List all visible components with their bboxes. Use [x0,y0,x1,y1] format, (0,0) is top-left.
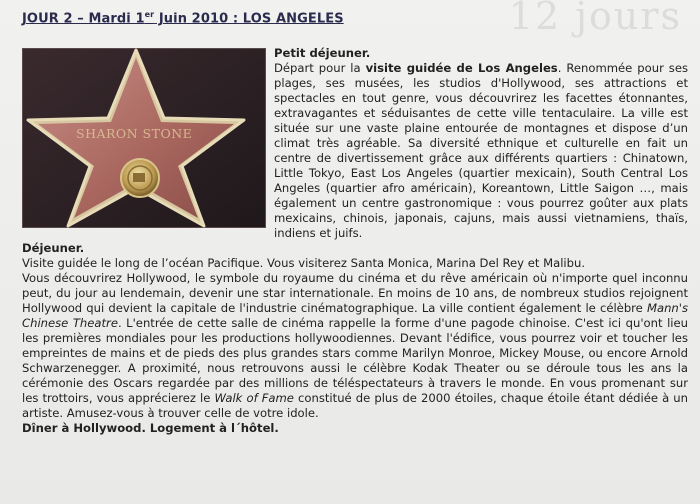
page-title [22,10,344,26]
itinerary-text [22,46,688,436]
highlight-guided-tour: visite guidée de Los Angeles [365,61,558,75]
mann-chinese-theatre-text: Mann's Chinese Theatre [22,301,688,330]
title-text-end: Juin 2010 : LOS ANGELES [154,11,344,27]
title-text: JOUR 2 – Mardi 1 [22,11,145,27]
paragraph-pacific: Visite guidée le long de l’océan Pacifique. Vous visiterez Santa Monica, Marina Del Rey et Malibu. [22,256,586,270]
star-name-text: SHARON STONE [76,126,193,141]
paragraph-hollywood: Vous découvrirez Hollywood, le symbole du royaume du cinéma et du rêve américain où n'importe quel inconnu peut, du jour au lendemain, devenir une star internationale. En moins de 10 ans, de nombreux studios rejoignent Hollywood qui devient la capitale de l'industrie cinématographique. La ville contient également le célèbre Mann's Chinese Theatre. L'entrée de cette salle de cinéma rappelle la forme d'une pagode chinoise. C'est ici qu'ont lieu les premières mondiales pour les productions hollywoodiennes. Devant l'édifice, vous pourrez voir et toucher les empreintes de mains et de pieds des plus grandes stars comme Marilyn Monroe, Mickey Mouse, ou encore Arnold Schwarzenegger. A proximité, nous retrouvons aussi le célèbre Kodak Theater ou se déroule tous les ans la cérémonie des Oscars regardée par des millions de téléspectateurs à travers le monde. En vous promenant sur les trottoirs, vous apprécierez le Walk of Fame constitué de plus de 2000 étoiles, chaque étoile étant dédiée à un artiste. Amusez-vous à trouver celle de votre idole. [22,271,688,420]
title-superscript: er [144,10,155,19]
section-heading-lunch: Déjeuner. [22,241,85,255]
paragraph-los-angeles: Départ pour la visite guidée de Los Angeles. Renommée pour ses plages, ses musées, les studios d'Hollywood, ses attractions et spectacles en tout genre, vous découvrirez les facettes étonnantes, extravagantes et séduisantes de cette ville tentaculaire. La ville est située sur une vaste plaine entourée de montagnes et dispose d’un climat très agréable. Sa diversité ethnique et culturelle en fait un centre de divertissement grâce aux différents quartiers : Chinatown, Little Tokyo, East Los Angeles (quartier mexicain), South Central Los Angeles (quartier afro américain), Koreantown, Little Saigon …, mais également un centre gastronomique : vous pourrez goûter aux plats mexicains, chinois, japonais, cajuns, mais aussi vietnamiens, thaïs, indiens et juifs. [274,61,688,240]
background-watermark: 12 jours [508,0,682,38]
section-heading-breakfast: Petit déjeuner. [274,46,371,60]
walk-of-fame-text: Walk of Fame [214,391,294,405]
closing-line: Dîner à Hollywood. Logement à l´hôtel. [22,421,279,435]
